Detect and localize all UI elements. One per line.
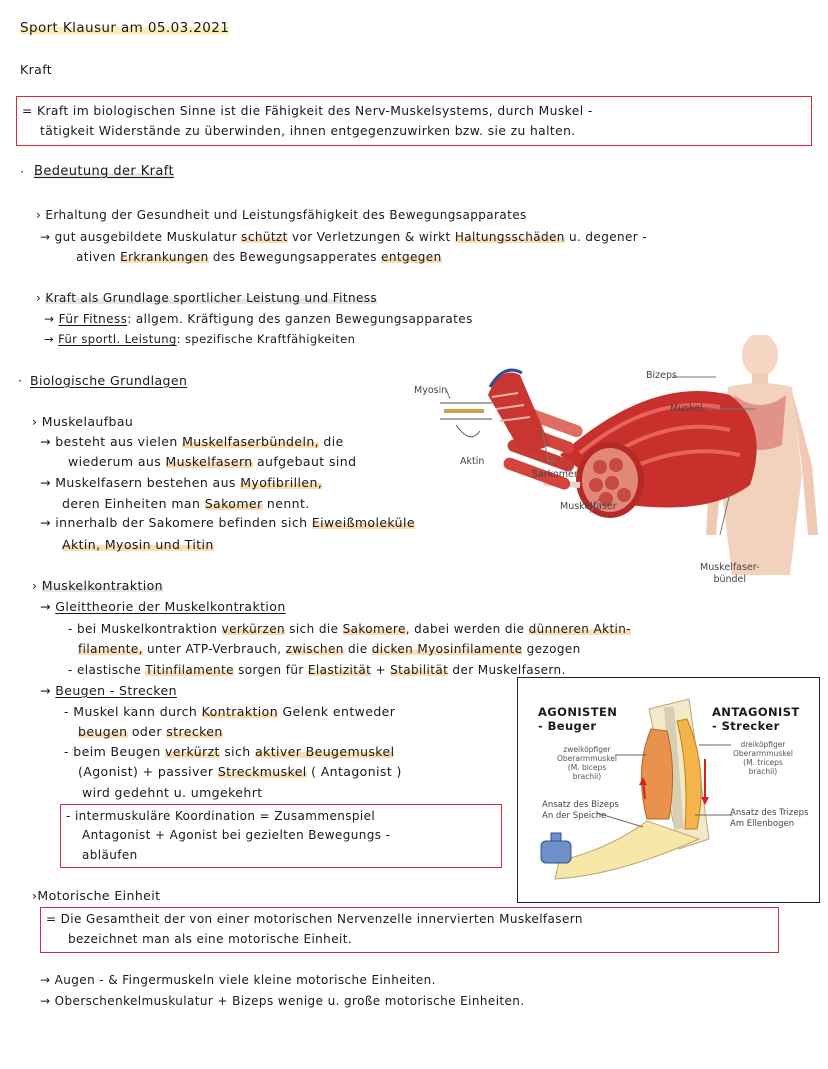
highlight: Erkrankungen [120,250,209,264]
text: unter ATP-Verbrauch, [147,642,282,656]
text: die [347,642,368,656]
text: Ansatz des Trizeps [730,808,809,818]
highlight: Stabilität [390,663,449,677]
beugen-line-2 [78,724,223,740]
text: - Muskel kann durch [64,704,198,719]
aufbau-line-5 [40,515,415,531]
antagonist-label [712,705,800,733]
text: ANTAGONIST [712,705,800,719]
highlight: beugen [78,724,128,739]
koordination-line-1: - intermuskuläre Koordination = Zusammenspiel [66,809,376,823]
text: (Agonist) + passiver [78,764,214,779]
text: aufgebaut sind [256,454,357,469]
bullet-dot: · [18,373,23,388]
text: An der Speiche [542,811,607,821]
text: oder [131,724,162,739]
ansatz-trizeps-label [730,808,808,830]
trizeps-description: dreiköpfiger Oberarmmuskel (M. triceps brachii) [733,740,793,776]
highlight: Titinfilamente [145,663,234,677]
beugen-line-4 [78,764,402,780]
kontraktion-heading: › Muskelkontraktion [32,578,164,593]
gleit-line-2 [78,641,581,657]
weight-icon [541,841,571,863]
motorisch-heading: ›Motorische Einheit [32,888,161,903]
motorisch-def-line-2: bezeichnet man als eine motorische Einheit. [68,932,353,946]
text: Muskelkontraktion [41,578,164,593]
label-muskelfaser: Muskelfaser [560,501,617,512]
text: Motorische Einheit [37,888,161,903]
text: deren Einheiten man [62,496,201,511]
bedeutung-item-2: › Kraft als Grundlage sportlicher Leistung und Fitness [36,291,378,305]
text: sich die [289,622,339,636]
highlight: Myofibrillen, [240,475,323,490]
text: - beim Beugen [64,744,161,759]
text: wiederum aus [68,454,162,469]
text: der Muskelfasern. [452,663,566,677]
beugen-line-5: wird gedehnt u. umgekehrt [82,785,263,800]
highlight: Muskelfasern [165,454,253,469]
leistung-line: → Für sportl. Leistung: spezifische Kraftfähigkeiten [44,332,356,346]
fitness-line: → Für Fitness: allgem. Kräftigung des ganzen Bewegungsapparates [44,312,473,326]
highlight: dünneren Aktin- [528,622,632,636]
highlight: dicken Myosinfilamente [371,642,523,656]
highlight: filamente, [78,642,143,656]
beugen-line-3 [64,744,394,760]
bedeutung-heading: Bedeutung der Kraft [34,164,174,179]
text: bündel [713,574,747,585]
text: AGONISTEN [538,705,618,719]
highlight: Aktin, Myosin und Titin [62,537,214,552]
definition-line-1: = Kraft im biologischen Sinne ist die Fähigkeit des Nerv-Muskelsystems, durch Muskel - [22,104,593,118]
bizeps-muscle [641,729,672,819]
highlight: entgegen [381,250,442,264]
koordination-line-3: abläufen [82,848,138,862]
beugen-heading: → Beugen - Strecken [40,683,177,698]
text: u. degener - [568,230,648,244]
text: Gelenk entweder [282,704,396,719]
highlight: aktiver Beugemuskel [255,744,395,759]
title-text: Sport Klausur am 05.03.2021 [20,20,230,36]
text: → innerhalb der Sakomere befinden sich [40,515,308,530]
highlight: verkürzen [221,622,285,636]
text: → gut ausgebildete Muskulatur [40,230,237,244]
grundlagen-heading: Biologische Grundlagen [30,373,188,388]
page-title [20,20,229,36]
weight-handle [551,833,561,841]
text: Muskelfaser- [700,562,760,573]
label-bizeps: Bizeps [646,370,677,381]
label-aktin: Aktin [460,456,485,467]
highlight: Eiweißmoleküle [311,515,415,530]
text: - bei Muskelkontraktion [68,622,218,636]
highlight: verkürzt [165,744,220,759]
text: - elastische [68,663,142,677]
text: des Bewegungsapperates [212,250,377,264]
bedeutung-item-1-sub-2 [76,249,442,265]
text: ativen [76,250,116,264]
label-myosin: Myosin [414,385,448,396]
item-1-text: Erhaltung der Gesundheit und Leistungsfähigkeit des Bewegungsapparates [45,208,527,222]
text: Am Ellenbogen [730,819,795,829]
text: nennt. [266,496,310,511]
myosin-aktin-detail [440,389,492,437]
highlight: schützt [241,230,288,244]
aufbau-line-6 [62,537,214,553]
gleit-line-3 [68,662,566,678]
ansatz-bizeps-label [542,800,619,822]
highlight: Kontraktion [201,704,279,719]
gleittheorie-heading: → Gleittheorie der Muskelkontraktion [40,599,286,614]
text: Augen - & Fingermuskeln viele kleine motorische Einheiten. [54,973,436,987]
bedeutung-item-1-sub [40,229,647,245]
label-sarkomer: Sarkomer [532,469,578,480]
highlight: Elastizität [307,663,372,677]
label-muskel: Muskel [670,403,703,414]
motorisch-note-1: → Augen - & Fingermuskeln viele kleine motorische Einheiten. [40,973,436,987]
aufbau-line-3 [40,475,322,491]
aufbau-line-2 [68,454,356,470]
text: sich [224,744,251,759]
motorisch-note-2: → Oberschenkelmuskulatur + Bizeps wenige u. große motorische Einheiten. [40,994,525,1008]
text: Gleittheorie der Muskelkontraktion [55,599,286,614]
koordination-line-2: Antagonist + Agonist bei gezielten Bewegungs - [82,828,391,842]
myofibril [488,370,550,450]
motorisch-def-line-1: = Die Gesamtheit der von einer motorischen Nervenzelle innervierten Muskelfasern [46,912,583,926]
highlight: Haltungsschäden [454,230,565,244]
gleit-line-1 [68,621,631,637]
highlight: Streckmuskel [217,764,307,779]
text: - Beuger [538,719,597,733]
text: ( Antagonist ) [311,764,402,779]
text: vor Verletzungen & wirkt [291,230,451,244]
text: → Muskelfasern bestehen aus [40,475,236,490]
muskelaufbau-heading: › Muskelaufbau [32,414,134,429]
bedeutung-item-1: › Erhaltung der Gesundheit und Leistungsfähigkeit des Bewegungsapparates [36,208,527,222]
item-2-text: Kraft als Grundlage sportlicher Leistung und Fitness [45,291,378,305]
text: Muskelaufbau [41,414,134,429]
text: Beugen - Strecken [55,683,177,698]
text: Oberschenkelmuskulatur + Bizeps wenige u. große motorische Einheiten. [54,994,525,1008]
text: Ansatz des Bizeps [542,800,619,810]
aufbau-line-4 [62,496,310,512]
label: Für sportl. Leistung [58,332,177,346]
text: die [323,434,344,449]
highlight: Sakomere [342,622,406,636]
highlight: Sakomer [204,496,263,511]
text: - Strecker [712,719,780,733]
aufbau-line-1 [40,434,344,450]
highlight: strecken [166,724,223,739]
highlight: zwischen [285,642,344,656]
beugen-line-1 [64,704,395,720]
topic-label: Kraft [20,62,53,77]
text: : spezifische Kraftfähigkeiten [176,332,356,346]
label: Für Fitness [58,312,128,326]
definition-line-2: tätigkeit Widerstände zu überwinden, ihnen entgegenzuwirken bzw. sie zu halten. [40,124,576,138]
text: → besteht aus vielen [40,434,178,449]
text: gezogen [526,642,581,656]
text: sorgen für [238,663,304,677]
bullet-dot: · [20,164,25,179]
agonist-label [538,705,617,733]
highlight: Muskelfaserbündeln, [182,434,320,449]
text: , dabei werden die [405,622,525,636]
text: : allgem. Kräftigung des ganzen Bewegungsapparates [127,312,473,326]
label-muskelfaserbuendel [700,562,760,586]
bizeps-description: zweiköpfiger Oberarmmuskel (M. biceps brachii) [557,745,617,781]
text: + [375,663,386,677]
